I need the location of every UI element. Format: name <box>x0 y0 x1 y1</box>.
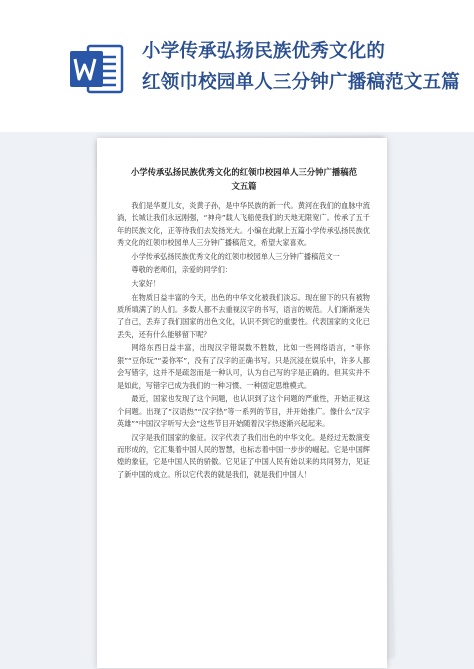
document-body <box>117 200 370 482</box>
document-title <box>118 165 370 193</box>
paragraph: 最近，国家也发现了这个问题，也认识到了这个问题的严重性，开始正视这个问题。出现了“汉语热”“汉字热”等一系列的节目，并开始推广。像什么“汉字英雄”“中国汉字听写大会”这些节目开始随着汉字热逐渐兴起起来。 <box>117 394 370 429</box>
header-banner <box>0 0 474 132</box>
title-line-1: 小学传承弘扬民族优秀文化的 <box>142 41 386 62</box>
document-title-line-1: 小学传承弘扬民族优秀文化的红领巾校园单人三分钟广播稿范 <box>130 167 358 177</box>
paragraph: 尊敬的老师们，亲爱的同学们： <box>131 265 233 275</box>
document-title-line-2: 文五篇 <box>231 181 257 191</box>
paragraph: 网络东西日益丰富，出现汉字错误数不胜数，比如一些网络语言，“菲你狠”“豆你玩”“姜你军”，没有了汉字的正确书写。只是沉浸在娱乐中，许多人都会写错字，这并不是疏忽而是一种认可，认为自己写的字是正确的。但其实并不是如此，写错字已成为我们的一种习惯、一种固定思维模式。 <box>117 343 370 390</box>
paragraph: 小学传承弘扬民族优秀文化的红领巾校园单人三分钟广播稿范文一 <box>131 251 340 261</box>
paragraph: 大家好！ <box>131 279 161 288</box>
page-title <box>142 36 472 98</box>
title-line-2: 红领巾校园单人三分钟广播稿范文五篇 <box>142 72 460 93</box>
paragraph: 我们是华夏儿女，炎黄子孙，是中华民族的新一代。黄河在我们的血脉中流淌，长城让我们永远刚强，“神舟”载人飞船使我们的天地无限宽广。传承了五千年的民族文化，正等待我们去发扬光大。小编在此献上五篇小学传承弘扬民族优秀文化的红领巾校园单人三分钟广播稿范文，希望大家喜欢。 <box>117 201 370 248</box>
paragraph: 汉字是我们国家的象征。汉字代表了我们出色的中华文化。是经过无数演变而形成的，它汇集着中国人民的智慧，也标志着中国一步步的崛起。它是中国辉煌的象征，它是中国人民的骄傲。它见证了中国人民有始以来的共同努力，见证了新中国的成立。所以它代表的就是我们，就是我们中国人！ <box>117 432 370 479</box>
word-icon <box>68 40 126 98</box>
paragraph: 在物质日益丰富的今天，出色的中华文化被我们淡忘。现在留下的只有被物质所填满了的人们。多数人都不去重视汉字的书写，语言的规范。人们渐渐迷失了自己，丢弃了我们国家的出色文化，认识不到它的重要性。代表国家的文化已丢失，还有什么能够留下呢？ <box>117 292 370 339</box>
